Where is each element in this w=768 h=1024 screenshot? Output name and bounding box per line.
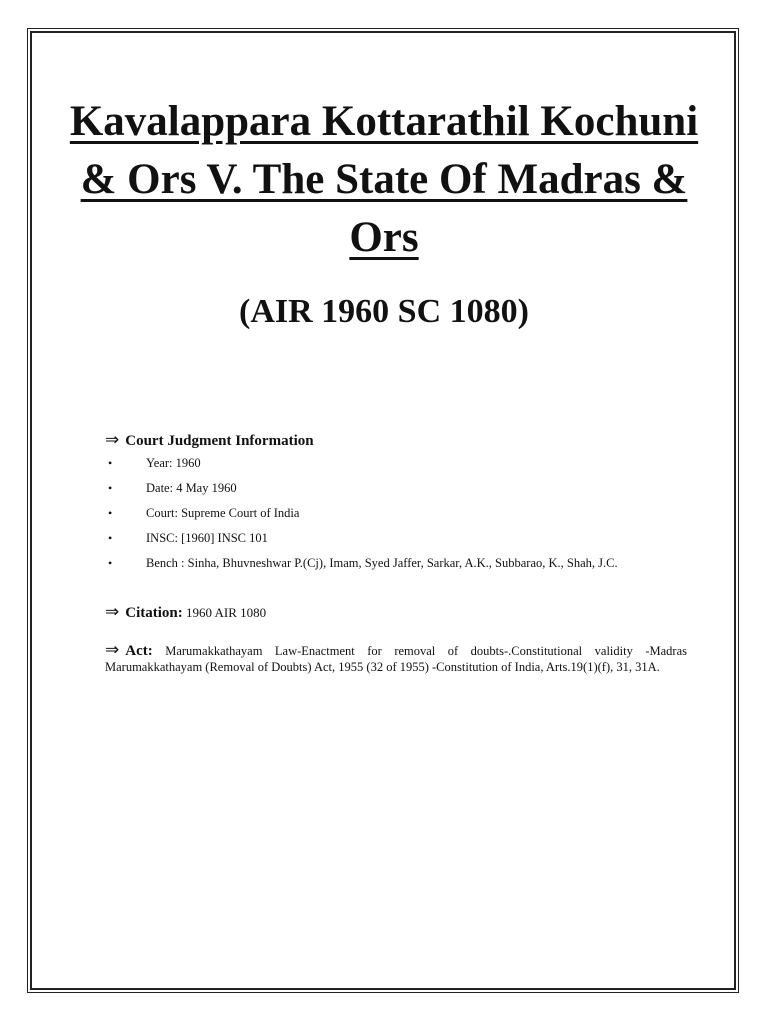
citation-section: [105, 602, 705, 622]
info-year: Year: 1960: [146, 456, 201, 470]
document-title: Kavalappara Kottarathil Kochuni & Ors V. The State Of Madras & Ors: [69, 98, 699, 261]
list-item: [108, 555, 708, 580]
list-item: [108, 505, 708, 530]
bullet-icon: •: [108, 481, 113, 495]
court-info-list: [108, 455, 708, 580]
bullet-icon: •: [108, 506, 113, 520]
act-label: Act:: [125, 643, 153, 659]
citation-heading: (AIR 1960 SC 1080): [239, 293, 529, 330]
arrow-icon: ⇒: [105, 640, 120, 660]
citation-value: 1960 AIR 1080: [186, 605, 267, 620]
list-item: [108, 455, 708, 480]
bullet-icon: •: [108, 556, 113, 570]
info-bench: Bench : Sinha, Bhuvneshwar P.(Cj), Imam, Syed Jaffer, Sarkar, A.K., Subbarao, K., Shah, J.C.: [146, 556, 618, 570]
list-item: [108, 480, 708, 505]
info-date: Date: 4 May 1960: [146, 481, 237, 495]
list-item: [108, 530, 708, 555]
citation-label: Citation:: [125, 605, 183, 621]
bullet-icon: •: [108, 456, 113, 470]
info-court: Court: Supreme Court of India: [146, 506, 300, 520]
bullet-icon: •: [108, 531, 113, 545]
act-section: [105, 642, 687, 675]
act-text: Marumakkathayam Law-Enactment for removal of doubts-.Constitutional validity -Madras Marumakkathayam (Removal of Doubts) Act, 1955 (32 of 1955) -Constitution of India, Arts.19(1)(f), 31, 31A.: [105, 644, 687, 674]
info-insc: INSC: [1960] INSC 101: [146, 531, 268, 545]
court-info-label: Court Judgment Information: [125, 433, 314, 449]
arrow-icon: ⇒: [105, 430, 120, 450]
court-info-heading: [105, 430, 705, 450]
arrow-icon: ⇒: [105, 602, 120, 622]
